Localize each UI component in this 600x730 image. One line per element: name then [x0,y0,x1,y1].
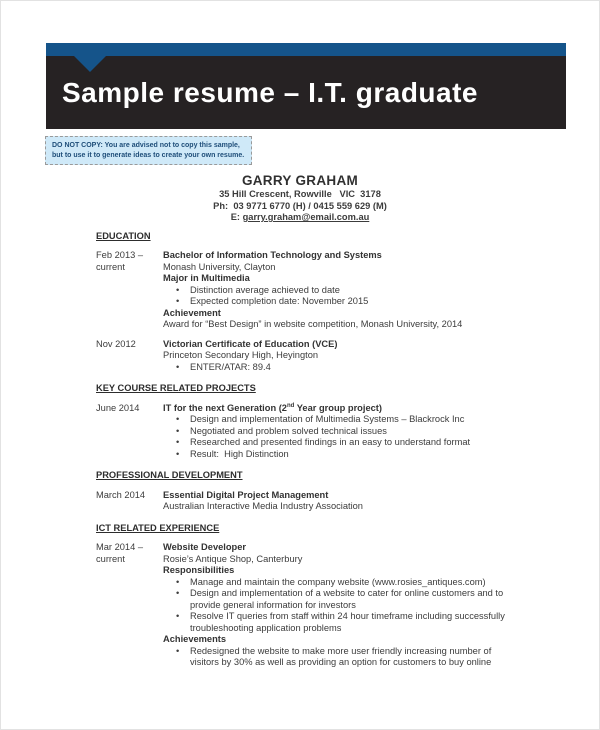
bullet-icon: • [176,284,180,295]
section-key-course-related-projects [96,383,511,460]
entry-line: Rosie’s Antique Shop, Canterbury [163,553,303,564]
banner-band [46,56,566,129]
bullet-line [163,611,511,634]
date-line: Feb 2013 – [96,250,144,260]
bullet-text: Design and implementation of a website to cater for online customers and to provide general information for investors [190,588,506,610]
entry-line-bold: Essential Digital Project Management [163,489,329,500]
phone-line: Ph: 03 9771 6770 (H) / 0415 559 629 (M) [213,200,387,211]
do-not-copy-notice [45,136,252,165]
bullet-line [163,414,511,426]
date-line: current [96,553,125,564]
notice-text: You are advised not to copy this sample, but to use it to generate ideas to create your own resume. [52,142,245,159]
bullet-text: ENTER/ATAR: 89.4 [190,361,271,372]
entry-line: Australian Interactive Media Industry Association [163,501,363,511]
entry-line-bold: Achievement [163,307,221,318]
bullet-icon: • [176,425,180,436]
section-ict-related-experience [96,523,511,669]
bullet-line [163,285,511,297]
section-heading: EDUCATION [96,230,151,241]
bullet-text: Redesigned the website to make more user friendly increasing number of visitors by 30% as well as providing an option for customers to buy online [190,645,494,667]
entry-row [96,490,511,513]
entry-row [96,339,511,374]
date-line: current [96,261,125,272]
entry-content [163,339,511,374]
entry-content [163,403,511,461]
address-line: 35 Hill Crescent, Rowville VIC 3178 [219,189,381,199]
bullet-icon: • [176,296,180,306]
bullet-text: Design and implementation of Multimedia Systems – Blackrock Inc [190,414,465,424]
bullet-text: Result: High Distinction [190,448,289,459]
entry-line: Monash University, Clayton [163,261,276,272]
bullet-text: Distinction average achieved to date [190,284,340,295]
email-line [1,212,599,224]
bullet-text: Expected completion date: November 2015 [190,296,369,306]
email-prefix: E: [230,212,243,222]
bullet-line [163,296,511,308]
entry-content [163,542,511,669]
superscript: nd [286,402,295,409]
section-heading: PROFESSIONAL DEVELOPMENT [96,470,243,480]
date-line: June 2014 [96,402,140,413]
bullet-text: Resolve IT queries from staff within 24 hour timeframe including successfully troubleshooting application problems [190,611,508,633]
entry-line-bold: Website Developer [163,542,247,552]
entry-date [96,403,163,461]
entry-line-bold: Major in Multimedia [163,273,250,283]
contact-block [1,173,599,224]
section-professional-development [96,470,511,513]
entry-line-bold: Achievements [163,634,227,644]
entry-content [163,250,511,331]
entry-date [96,339,163,374]
entry-row [96,542,511,669]
entry-date [96,490,163,513]
bullet-text: Researched and presented findings in an easy to understand format [190,437,471,447]
entry-row [96,250,511,331]
section-heading: ICT RELATED EXPERIENCE [96,522,220,533]
email-link[interactable]: garry.graham@email.com.au [242,212,370,222]
bullet-line [163,646,511,669]
bullet-icon: • [176,361,180,372]
banner [46,43,566,129]
date-line: Mar 2014 – [96,542,144,552]
bullet-line [163,426,511,438]
entry-line-bold: Bachelor of Information Technology and Systems [163,250,382,260]
entry-line: Princeton Secondary High, Heyington [163,350,319,360]
entry-row [96,403,511,461]
bullet-text: Negotiated and problem solved technical issues [190,425,387,436]
entry-line-bold: Victorian Certificate of Education (VCE) [163,338,338,349]
bullet-line [163,577,511,589]
bullet-icon: • [176,611,180,621]
date-line: Nov 2012 [96,338,136,349]
entry-content [163,490,511,513]
bullet-icon: • [176,588,180,598]
section-education [96,231,511,374]
page-title: Sample resume – I.T. graduate [62,76,478,108]
bullet-line [163,449,511,461]
entry-line-bold: IT for the next Generation (2nd Year group project) [163,402,382,413]
section-heading: KEY COURSE RELATED PROJECTS [96,383,256,393]
sections [96,231,511,669]
bullet-icon: • [176,437,180,447]
bullet-line [163,437,511,449]
entry-date [96,250,163,331]
bullet-icon: • [176,414,180,424]
bullet-line [163,588,511,611]
candidate-name: GARRY GRAHAM [241,173,359,188]
bullet-line [163,362,511,374]
date-line: March 2014 [96,489,146,500]
entry-date [96,542,163,669]
entry-line: Award for “Best Design” in website competition, Monash University, 2014 [163,319,463,329]
entry-line-bold: Responsibilities [163,565,235,575]
banner-notch-icon [74,56,106,72]
banner-accent-strip [46,43,566,56]
notice-label: DO NOT COPY: [52,142,103,149]
bullet-icon: • [176,576,180,587]
bullet-text: Manage and maintain the company website (www.rosies_antiques.com) [190,576,486,587]
bullet-icon: • [176,645,180,656]
bullet-icon: • [176,448,180,459]
